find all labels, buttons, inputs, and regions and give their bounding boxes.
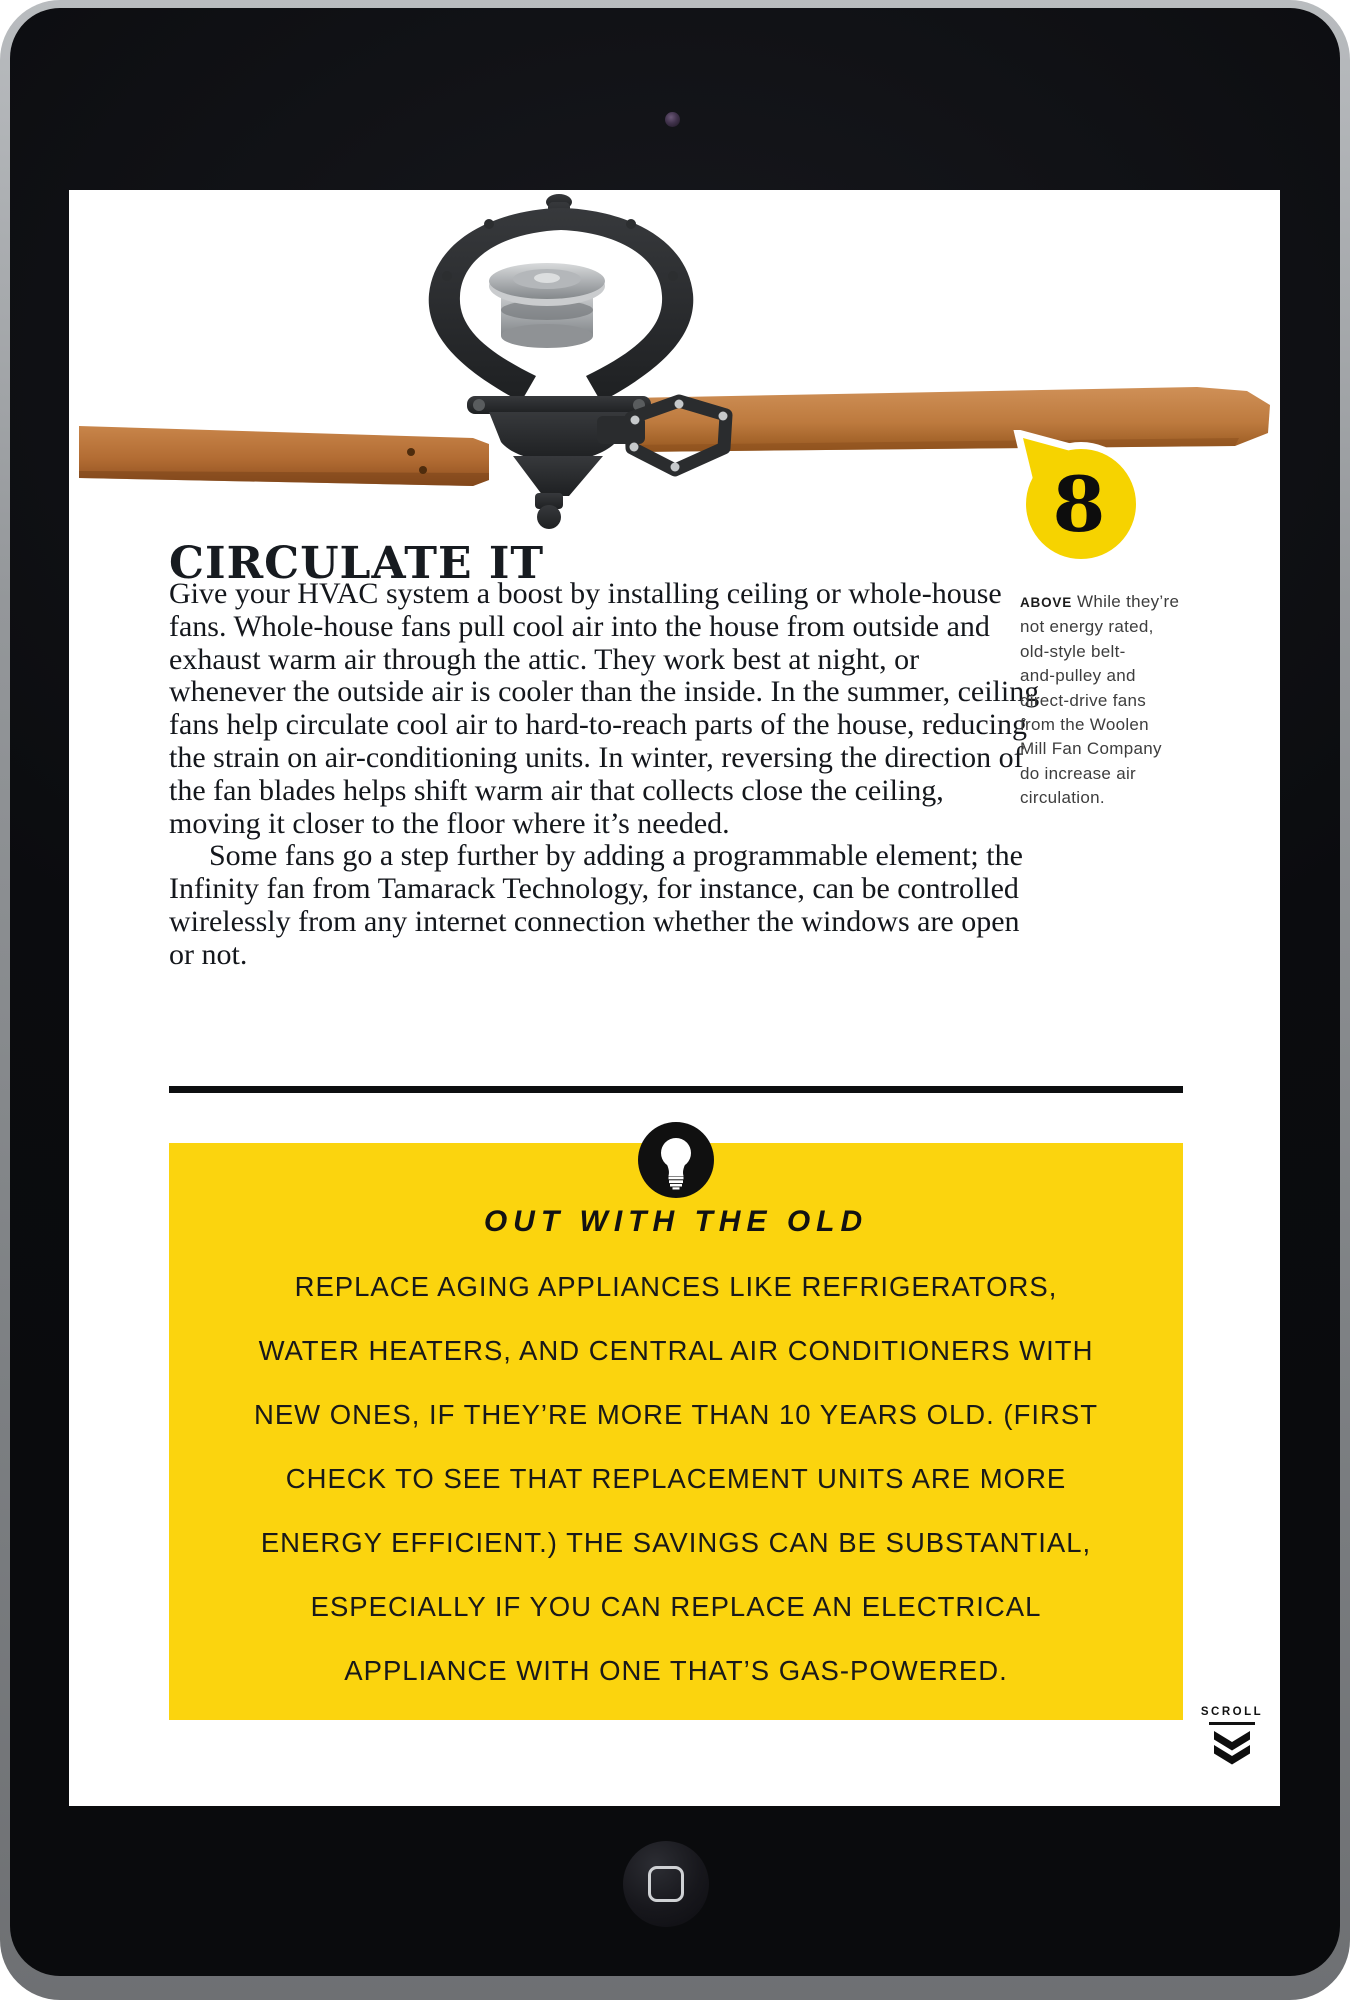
caption-line: direct-drive fans [1020, 690, 1147, 710]
front-camera-icon [665, 112, 680, 127]
tip-line: WATER HEATERS, AND CENTRAL AIR CONDITIONERS WITH [258, 1335, 1094, 1366]
tip-box [169, 1143, 1183, 1720]
tip-line: NEW ONES, IF THEY’RE MORE THAN 10 YEARS OLD. (FIRST [253, 1399, 1099, 1430]
caption-line: do increase air [1020, 763, 1137, 783]
tip-box-heading: OUT WITH THE OLD [483, 1205, 869, 1238]
tip-line: REPLACE AGING APPLIANCES LIKE REFRIGERATORS, [294, 1271, 1058, 1302]
tip-box-body [169, 1255, 1183, 1703]
lightbulb-icon [636, 1120, 716, 1200]
section-divider [169, 1086, 1183, 1093]
caption-line: and-pulley and [1020, 666, 1136, 686]
caption-line: from the Woolen [1020, 715, 1149, 735]
body-paragraph: Give your HVAC system a boost by installing ceiling or whole-house fans. Whole-house fans pull cool air into the house from outside and exhaust warm air through the attic. They work best at night, or whenever the outside air is cooler than the inside. In the summer, ceiling fans help circulate cool air to hard-to-reach parts of the house, reducing the strain on air-conditioning units. In winter, reversing the direction of the fan blades helps shift warm air that collects close the ceiling, moving it closer to the floor where it’s needed. [169, 577, 1040, 840]
tip-line: APPLIANCE WITH ONE THAT’S GAS-POWERED. [344, 1655, 1008, 1686]
caption-line: Mill Fan Company [1020, 739, 1162, 759]
article-headline: CIRCULATE IT [169, 538, 545, 589]
home-button[interactable] [623, 1841, 709, 1927]
scroll-rule [1209, 1722, 1255, 1725]
caption-line: not energy rated, [1020, 617, 1154, 637]
tip-line: ENERGY EFFICIENT.) THE SAVINGS CAN BE SUBSTANTIAL, [260, 1527, 1092, 1558]
caption-line: ABOVE While they’re [1020, 592, 1180, 611]
scroll-indicator[interactable] [1195, 1706, 1269, 1771]
double-chevron-down-icon [1212, 1730, 1252, 1766]
body-paragraph: Some fans go a step further by adding a programmable element; the Infinity fan from Tamarack Technology, for instance, can be controlled wirelessly from any internet connection whether the windows are open or not. [169, 839, 1023, 971]
tip-number-badge [1007, 430, 1151, 574]
caption-label: ABOVE [1020, 595, 1073, 610]
photo-caption [1020, 590, 1200, 811]
scroll-label: SCROLL [1200, 1706, 1264, 1718]
tip-line: ESPECIALLY IF YOU CAN REPLACE AN ELECTRICAL [310, 1591, 1042, 1622]
home-button-icon [648, 1866, 684, 1902]
caption-line: circulation. [1020, 788, 1105, 808]
caption-line: old-style belt- [1020, 641, 1126, 661]
magazine-page-screen[interactable] [69, 190, 1280, 1806]
tip-number: 8 [1052, 459, 1106, 549]
tip-line: CHECK TO SEE THAT REPLACEMENT UNITS ARE MORE [285, 1463, 1067, 1494]
article-body [169, 578, 1041, 972]
